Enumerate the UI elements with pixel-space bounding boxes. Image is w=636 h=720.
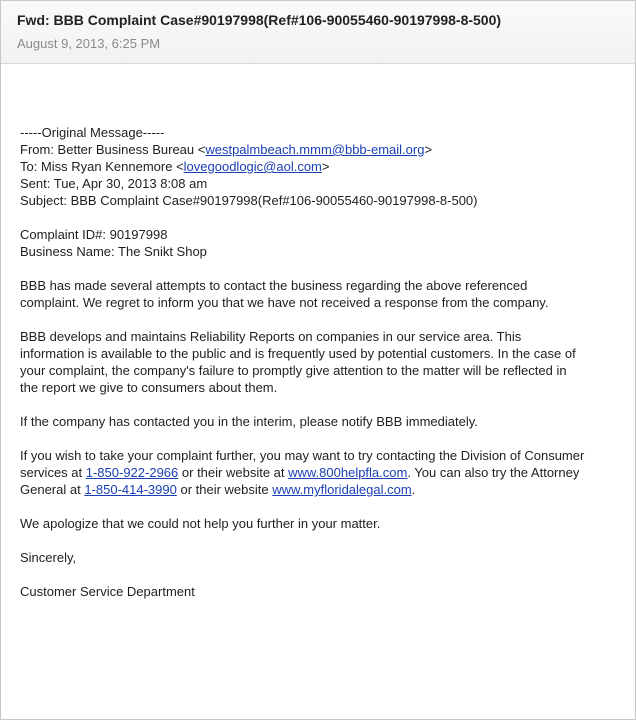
consumer-website-link[interactable]: www.800helpfla.com: [288, 465, 408, 480]
paragraph-line: [20, 481, 620, 498]
original-divider: -----Original Message-----: [20, 125, 165, 140]
paragraph-line: [20, 464, 620, 481]
complaint-id: Complaint ID#: 90197998: [20, 227, 168, 242]
business-name: Business Name: The Snikt Shop: [20, 244, 207, 259]
paragraph-attempts: [20, 277, 620, 311]
paragraph-line: If the company has contacted you in the interim, please notify BBB immediately.: [20, 414, 478, 429]
sent-line: Sent: Tue, Apr 30, 2013 8:08 am: [20, 176, 208, 191]
original-message-block: [20, 124, 620, 209]
text-fragment: or their website at: [178, 465, 289, 480]
text-fragment: or their website: [176, 482, 273, 497]
to-close: >: [321, 159, 330, 174]
to-email-link[interactable]: lovegoodlogic@aol.com: [183, 159, 322, 174]
text-fragment: .: [411, 482, 416, 497]
paragraph-notify: [20, 413, 620, 430]
from-line: [20, 141, 620, 158]
complaint-info-block: [20, 226, 620, 260]
to-label: To: Miss Ryan Kennemore <: [20, 159, 184, 174]
text-fragment: General at: [20, 482, 85, 497]
paragraph-further: [20, 447, 620, 498]
from-label: From: Better Business Bureau <: [20, 142, 206, 157]
attorney-phone-link[interactable]: 1-850-414-3990: [84, 482, 177, 497]
email-body: [20, 124, 620, 617]
original-subject-line: Subject: BBB Complaint Case#90197998(Ref#106-90055460-90197998-8-500): [20, 193, 478, 208]
attorney-website-link[interactable]: www.myfloridalegal.com: [272, 482, 412, 497]
closing: Sincerely,: [20, 550, 77, 565]
paragraph-line: complaint. We regret to inform you that we have not received a response from the company.: [20, 295, 549, 310]
paragraph-line: BBB has made several attempts to contact the business regarding the above referenced: [20, 278, 528, 293]
signature: Customer Service Department: [20, 584, 195, 599]
text-fragment: . You can also try the Attorney: [407, 465, 580, 480]
text-fragment: services at: [20, 465, 86, 480]
paragraph-line: information is available to the public and is frequently used by potential customers. In the case of: [20, 346, 576, 361]
consumer-phone-link[interactable]: 1-850-922-2966: [85, 465, 179, 480]
from-email-link[interactable]: westpalmbeach.mmm@bbb-email.org: [205, 142, 425, 157]
paragraph-line: your complaint, the company's failure to promptly give attention to the matter will be reflected in: [20, 363, 567, 378]
paragraph-line: We apologize that we could not help you further in your matter.: [20, 516, 381, 531]
email-header: [1, 1, 635, 64]
from-close: >: [424, 142, 433, 157]
email-subject: Fwd: BBB Complaint Case#90197998(Ref#106-90055460-90197998-8-500): [17, 12, 502, 28]
paragraph-apology: [20, 515, 620, 532]
to-line: [20, 158, 620, 175]
paragraph-line: the report we give to consumers about them.: [20, 380, 278, 395]
email-date: August 9, 2013, 6:25 PM: [17, 36, 161, 51]
paragraph-line: If you wish to take your complaint further, you may want to try contacting the Division of Consumer: [20, 448, 585, 463]
paragraph-reliability: [20, 328, 620, 396]
paragraph-line: BBB develops and maintains Reliability Reports on companies in our service area. This: [20, 329, 522, 344]
